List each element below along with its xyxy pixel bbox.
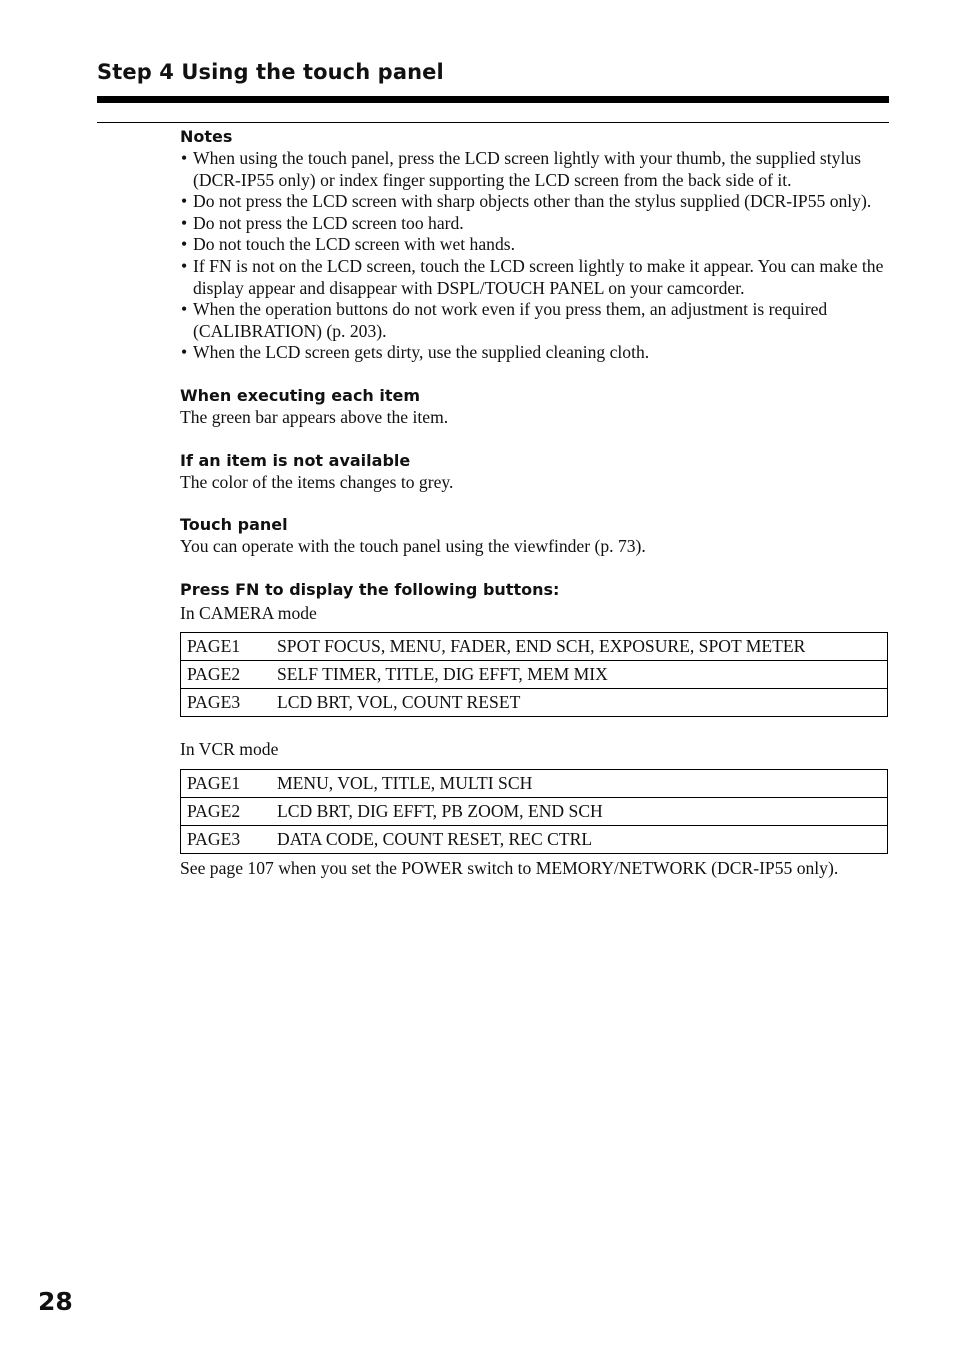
notes-heading: Notes	[180, 127, 233, 146]
buttons-cell: LCD BRT, VOL, COUNT RESET	[271, 689, 888, 717]
buttons-cell: SELF TIMER, TITLE, DIG EFFT, MEM MIX	[271, 661, 888, 689]
table-row	[181, 689, 888, 717]
title-rule-thick	[97, 96, 889, 103]
touch-panel-heading: Touch panel	[180, 515, 288, 535]
note-item: • When using the touch panel, press the LCD screen lightly with your thumb, the supplied stylus (DCR-IP55 only) or index finger supporting the LCD screen from the back side of it.	[180, 148, 888, 191]
notes-section	[180, 126, 888, 364]
table-row	[181, 797, 888, 825]
touch-panel-section	[180, 514, 888, 558]
page-number: 28	[38, 1287, 73, 1316]
page-content	[180, 124, 888, 880]
page-cell: PAGE2	[181, 797, 272, 825]
page-cell: PAGE3	[181, 689, 272, 717]
note-item: • Do not press the LCD screen with sharp objects other than the stylus supplied (DCR-IP55 only).	[180, 191, 888, 213]
executing-text: The green bar appears above the item.	[180, 406, 449, 427]
note-item: • If FN is not on the LCD screen, touch the LCD screen lightly to make it appear. You can make the display appear and disappear with DSPL/TOUCH PANEL on your camcorder.	[180, 256, 888, 299]
touch-panel-text: You can operate with the touch panel using the viewfinder (p. 73).	[180, 536, 646, 557]
table-row	[181, 661, 888, 689]
footer-note: See page 107 when you set the POWER switch to MEMORY/NETWORK (DCR-IP55 only).	[180, 857, 839, 878]
page-cell: PAGE2	[181, 661, 272, 689]
title-rule-thin	[97, 122, 889, 123]
unavailable-section	[180, 450, 888, 494]
vcr-mode-label: In VCR mode	[180, 739, 279, 760]
notes-list	[180, 148, 888, 364]
vcr-mode-table	[180, 769, 888, 854]
buttons-cell: DATA CODE, COUNT RESET, REC CTRL	[271, 825, 888, 853]
press-fn-section	[180, 579, 888, 880]
executing-heading: When executing each item	[180, 385, 421, 405]
press-fn-heading: Press FN to display the following buttons:	[180, 579, 560, 599]
page-cell: PAGE1	[181, 633, 272, 661]
note-item: • Do not press the LCD screen too hard.	[180, 213, 888, 235]
note-item: • Do not touch the LCD screen with wet hands.	[180, 234, 888, 256]
unavailable-text: The color of the items changes to grey.	[180, 471, 454, 492]
buttons-cell: LCD BRT, DIG EFFT, PB ZOOM, END SCH	[271, 797, 888, 825]
note-item: • When the operation buttons do not work even if you press them, an adjustment is required (CALIBRATION) (p. 203).	[180, 299, 888, 342]
executing-section	[180, 385, 888, 429]
page-cell: PAGE1	[181, 769, 272, 797]
note-item: • When the LCD screen gets dirty, use the supplied cleaning cloth.	[180, 342, 888, 364]
section-title: Step 4 Using the touch panel	[97, 60, 444, 84]
page-cell: PAGE3	[181, 825, 272, 853]
camera-mode-label: In CAMERA mode	[180, 602, 317, 623]
camera-mode-table	[180, 632, 888, 717]
table-row	[181, 825, 888, 853]
buttons-cell: SPOT FOCUS, MENU, FADER, END SCH, EXPOSURE, SPOT METER	[271, 633, 888, 661]
table-row	[181, 633, 888, 661]
buttons-cell: MENU, VOL, TITLE, MULTI SCH	[271, 769, 888, 797]
table-row	[181, 769, 888, 797]
unavailable-heading: If an item is not available	[180, 450, 411, 470]
